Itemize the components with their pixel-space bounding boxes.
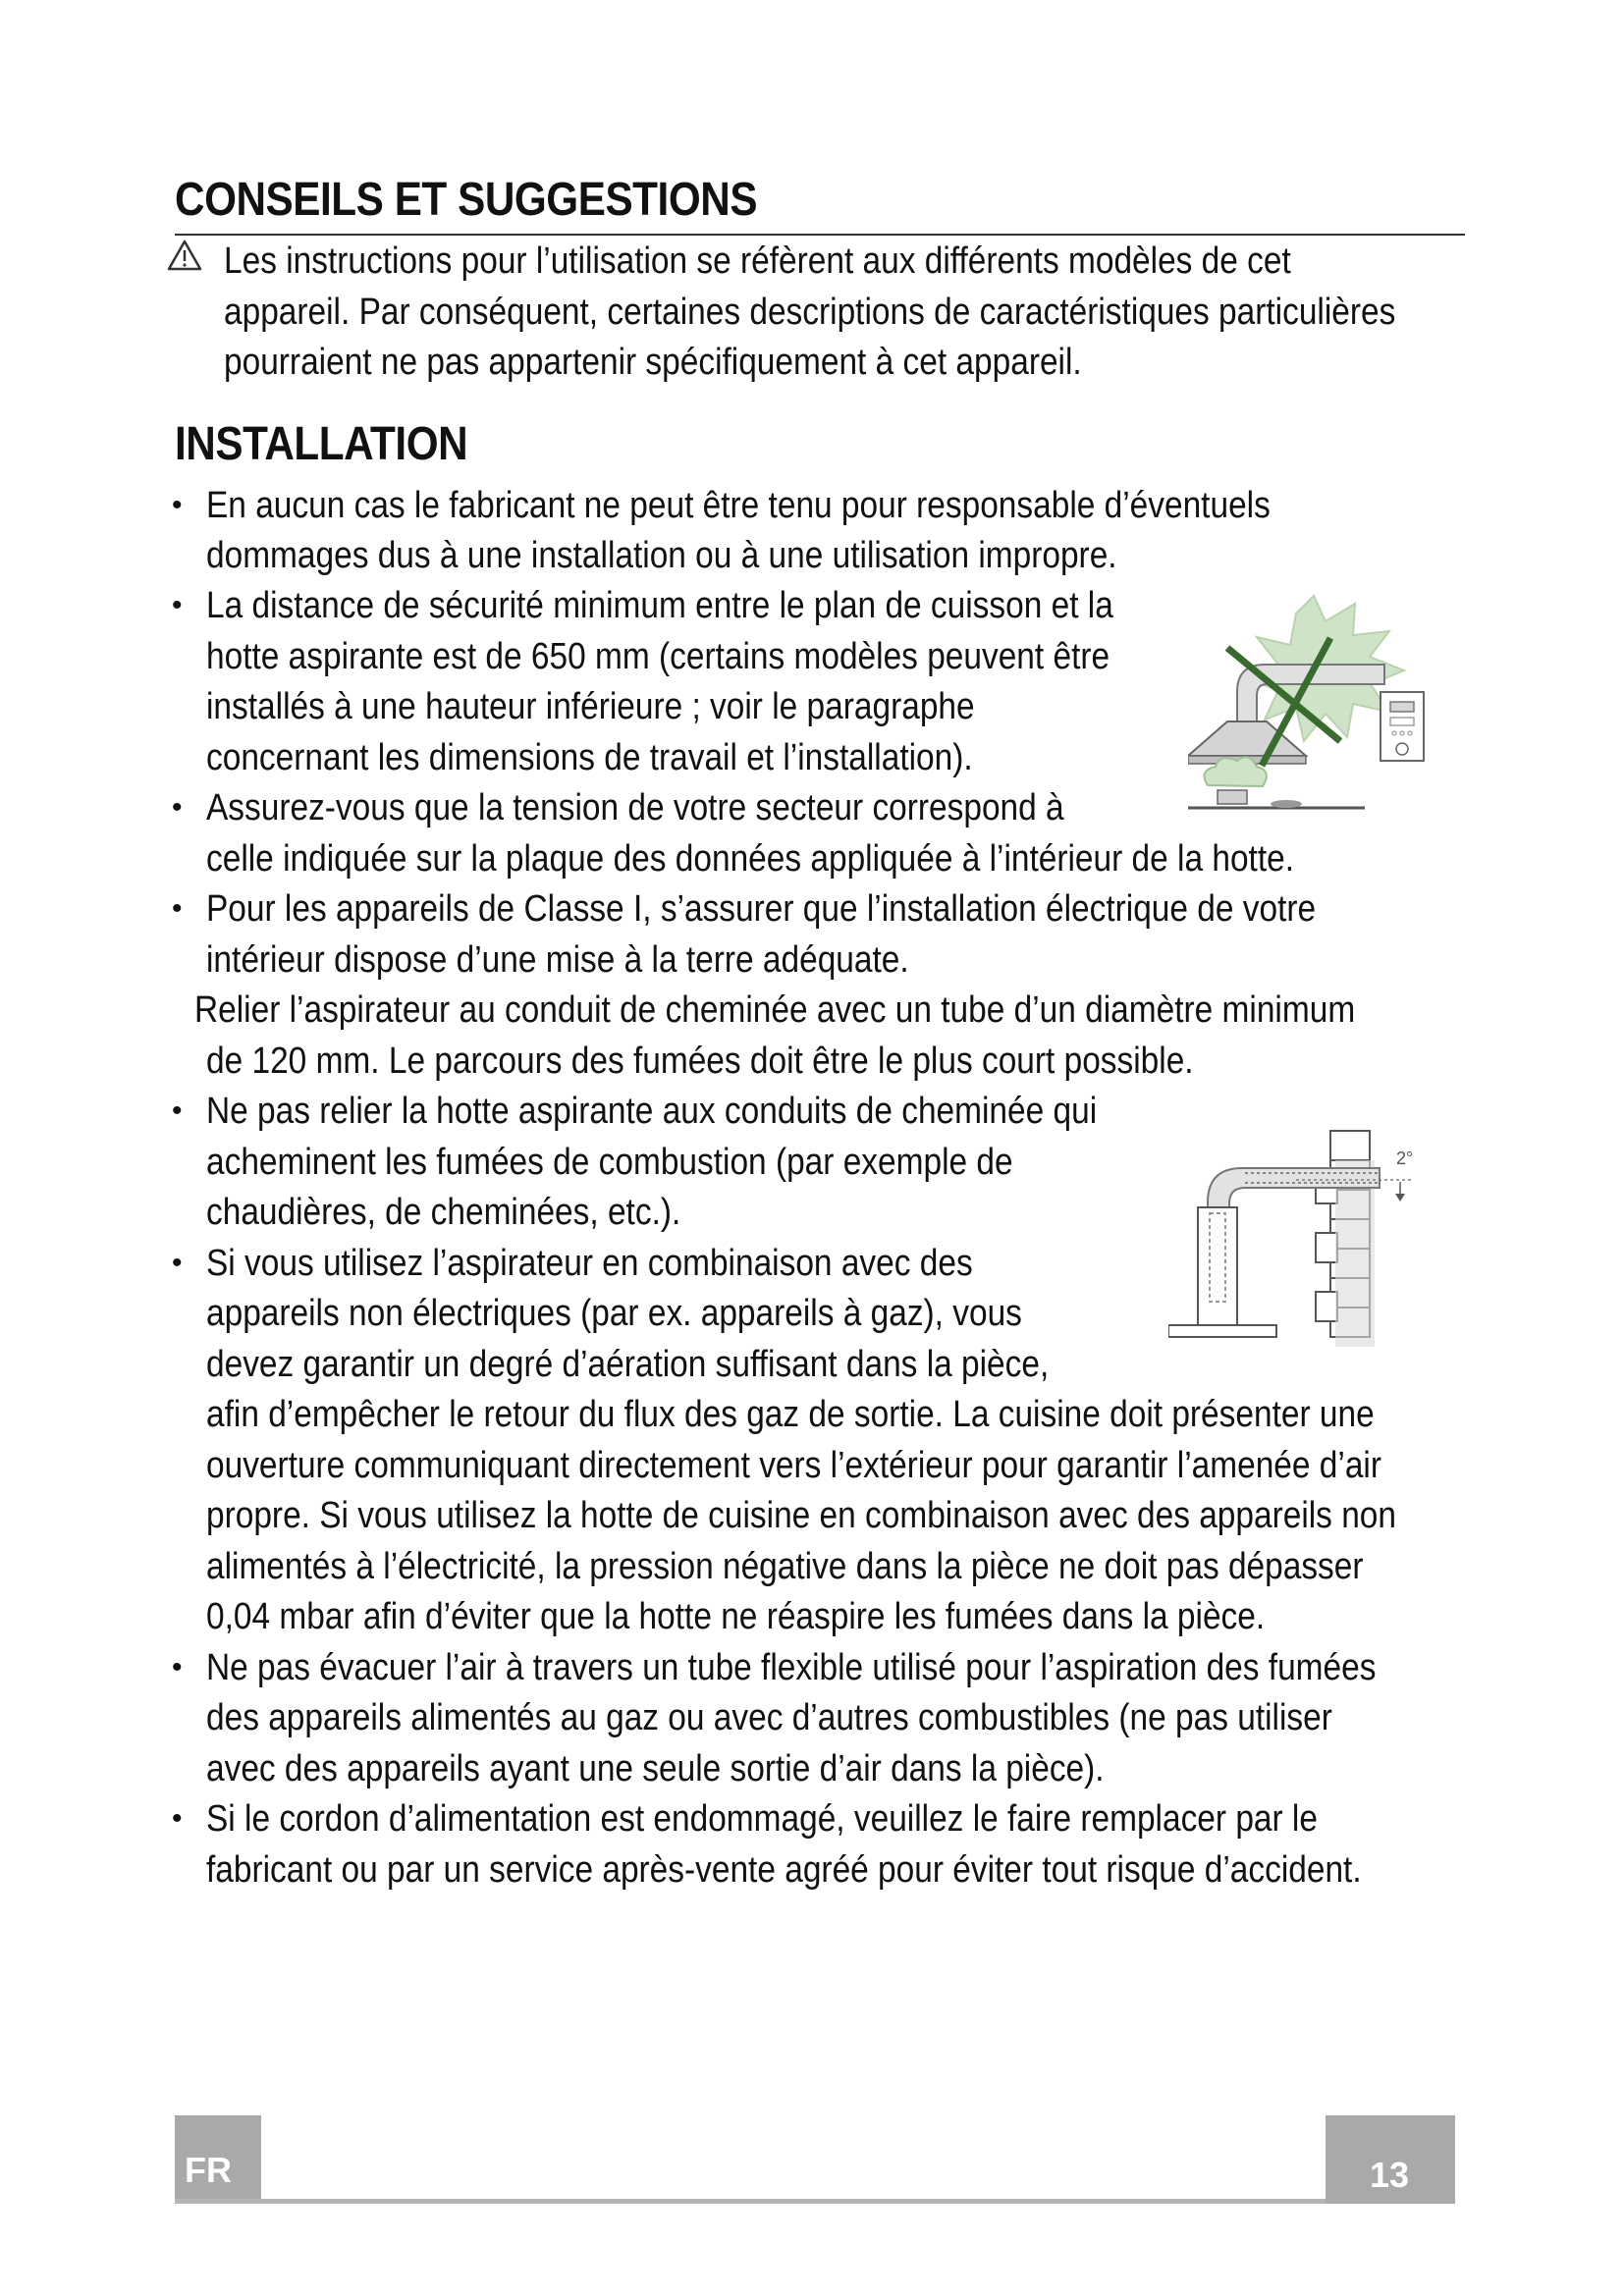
body-line: Relier l’aspirateur au conduit de cheminée avec un tube d’un diamètre minimum: [194, 989, 1356, 1031]
bullet-marker: •: [172, 791, 183, 824]
body-line: installés à une hauteur inférieure ; voir le paragraphe: [206, 686, 975, 727]
bullet-marker: •: [172, 489, 183, 521]
body-line: hotte aspirante est de 650 mm (certains modèles peuvent être: [206, 636, 1110, 677]
warning-icon: [167, 240, 202, 271]
bullet-marker: •: [172, 1247, 183, 1279]
body-line: Ne pas relier la hotte aspirante aux conduits de cheminée qui: [206, 1091, 1098, 1132]
footer-rule: [175, 2199, 1453, 2204]
hood-minimum-distance-illustration: [1188, 594, 1443, 829]
body-line: appareils non électriques (par ex. appareils à gaz), vous: [206, 1293, 1022, 1334]
body-line: ouverture communiquant directement vers l’extérieur pour garantir l’amenée d’air: [206, 1445, 1381, 1486]
body-line: Si vous utilisez l’aspirateur en combinaison avec des: [206, 1243, 973, 1284]
body-line: La distance de sécurité minimum entre le plan de cuisson et la: [206, 585, 1113, 626]
body-line: Si le cordon d’alimentation est endommagé, veuillez le faire remplacer par le: [206, 1798, 1318, 1840]
body-line: fabricant ou par un service après-vente agréé pour éviter tout risque d’accident.: [206, 1849, 1362, 1891]
bullet-marker: •: [172, 1095, 183, 1127]
note-line: pourraient ne pas appartenir spécifiquement à cet appareil.: [224, 342, 1082, 383]
section-title-installation: INSTALLATION: [175, 418, 468, 470]
angle-label: 2°: [1396, 1148, 1414, 1168]
bullet-marker: •: [172, 589, 183, 621]
language-label: FR: [185, 2150, 232, 2190]
body-line: Pour les appareils de Classe I, s’assurer que l’installation électrique de votre: [206, 888, 1317, 930]
body-line: concernant les dimensions de travail et l’installation).: [206, 737, 973, 778]
body-line: afin d’empêcher le retour du flux des gaz de sortie. La cuisine doit présenter une: [206, 1394, 1375, 1435]
body-line: En aucun cas le fabricant ne peut être tenu pour responsable d’éventuels: [206, 485, 1271, 526]
body-line: dommages dus à une installation ou à une utilisation impropre.: [206, 535, 1117, 576]
body-line: Assurez-vous que la tension de votre secteur correspond à: [206, 787, 1064, 828]
body-line: intérieur dispose d’une mise à la terre adéquate.: [206, 939, 909, 981]
page-number: 13: [1370, 2155, 1410, 2195]
bullet-marker: •: [172, 1802, 183, 1835]
bullet-marker: •: [172, 892, 183, 925]
section-title-conseils: CONSEILS ET SUGGESTIONS: [175, 174, 758, 226]
title-underline: [175, 234, 1465, 236]
body-line: chaudières, de cheminées, etc.).: [206, 1192, 681, 1233]
body-line: de 120 mm. Le parcours des fumées doit être le plus court possible.: [206, 1041, 1194, 1082]
bullet-marker: •: [172, 1651, 183, 1683]
body-line: 0,04 mbar afin d’éviter que la hotte ne réaspire les fumées dans la pièce.: [206, 1596, 1266, 1637]
body-line: celle indiquée sur la plaque des données appliquée à l’intérieur de la hotte.: [206, 838, 1295, 880]
body-line: propre. Si vous utilisez la hotte de cuisine en combinaison avec des appareils non: [206, 1495, 1396, 1536]
body-line: alimentés à l’électricité, la pression négative dans la pièce ne doit pas dépasser: [206, 1546, 1364, 1587]
note-line: appareil. Par conséquent, certaines descriptions de caractéristiques particulières: [224, 292, 1396, 333]
duct-slope-illustration: [1168, 1129, 1434, 1364]
note-line: Les instructions pour l’utilisation se réfèrent aux différents modèles de cet: [224, 240, 1291, 282]
body-line: acheminent les fumées de combustion (par exemple de: [206, 1142, 1013, 1183]
body-line: Ne pas évacuer l’air à travers un tube flexible utilisé pour l’aspiration des fumées: [206, 1647, 1377, 1688]
body-line: avec des appareils ayant une seule sortie d’air dans la pièce).: [206, 1748, 1105, 1789]
body-line: des appareils alimentés au gaz ou avec d’autres combustibles (ne pas utiliser: [206, 1697, 1332, 1738]
body-line: devez garantir un degré d’aération suffisant dans la pièce,: [206, 1344, 1050, 1385]
